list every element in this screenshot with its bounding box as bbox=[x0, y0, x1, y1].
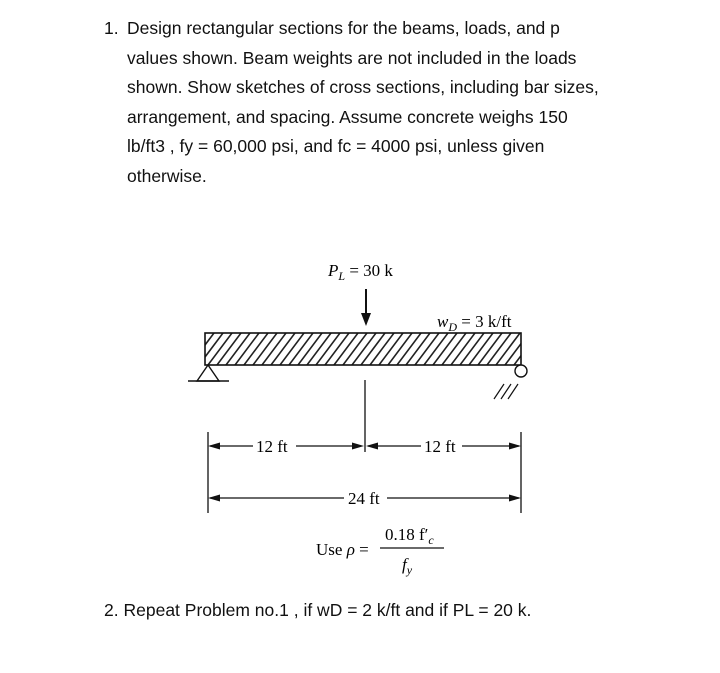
problem-1-line-2: values shown. Beam weights are not included in the loads bbox=[127, 47, 577, 68]
rho-formula bbox=[316, 525, 444, 577]
dimension-left-label: 12 ft bbox=[256, 437, 288, 456]
point-load-label: $P_L = 30$ k bbox=[328, 261, 393, 283]
beam bbox=[190, 333, 583, 365]
problem-1-line-3: shown. Show sketches of cross sections, including bar sizes, bbox=[127, 77, 599, 97]
problem-1-line-1: 1. Design rectangular sections for the beams, loads, and p bbox=[104, 14, 664, 44]
dimension-right-label: 12 ft bbox=[424, 437, 456, 456]
hatch-line bbox=[550, 333, 574, 365]
hatch-line bbox=[532, 333, 556, 365]
problem-2-text: Repeat Problem no.1 , if wD = 2 k/ft and if PL = 20 k. bbox=[123, 600, 532, 620]
rho-numerator: 0.18 $f'_c$ bbox=[385, 525, 434, 547]
distributed-load-label: $w_D = 3$ k/ft bbox=[437, 312, 512, 334]
problem-1-line-5: lb/ft3 , fy = 60,000 psi, and fc = 4000 psi, unless given bbox=[127, 136, 545, 156]
hatch-line bbox=[559, 333, 583, 365]
dimension-total bbox=[208, 489, 521, 508]
dimension-total-label: 24 ft bbox=[348, 489, 380, 508]
rho-formula-lhs: Use ρ = bbox=[316, 540, 369, 559]
roller-support bbox=[494, 365, 527, 399]
hatch-line bbox=[541, 333, 565, 365]
dimension-left bbox=[208, 437, 364, 456]
dimension-right bbox=[366, 437, 521, 456]
problem-1-number: 1. bbox=[104, 18, 119, 38]
rho-denominator: $f_y$ bbox=[402, 555, 413, 577]
hatch-line bbox=[523, 333, 547, 365]
problem-2 bbox=[104, 600, 531, 621]
pin-support bbox=[188, 365, 229, 381]
problem-1-line-4: arrangement, and spacing. Assume concrete weighs 150 bbox=[127, 106, 568, 127]
point-load-arrow bbox=[361, 289, 371, 326]
problem-1-line-6: otherwise. bbox=[127, 165, 207, 186]
problem-2-number: 2. bbox=[104, 600, 119, 620]
